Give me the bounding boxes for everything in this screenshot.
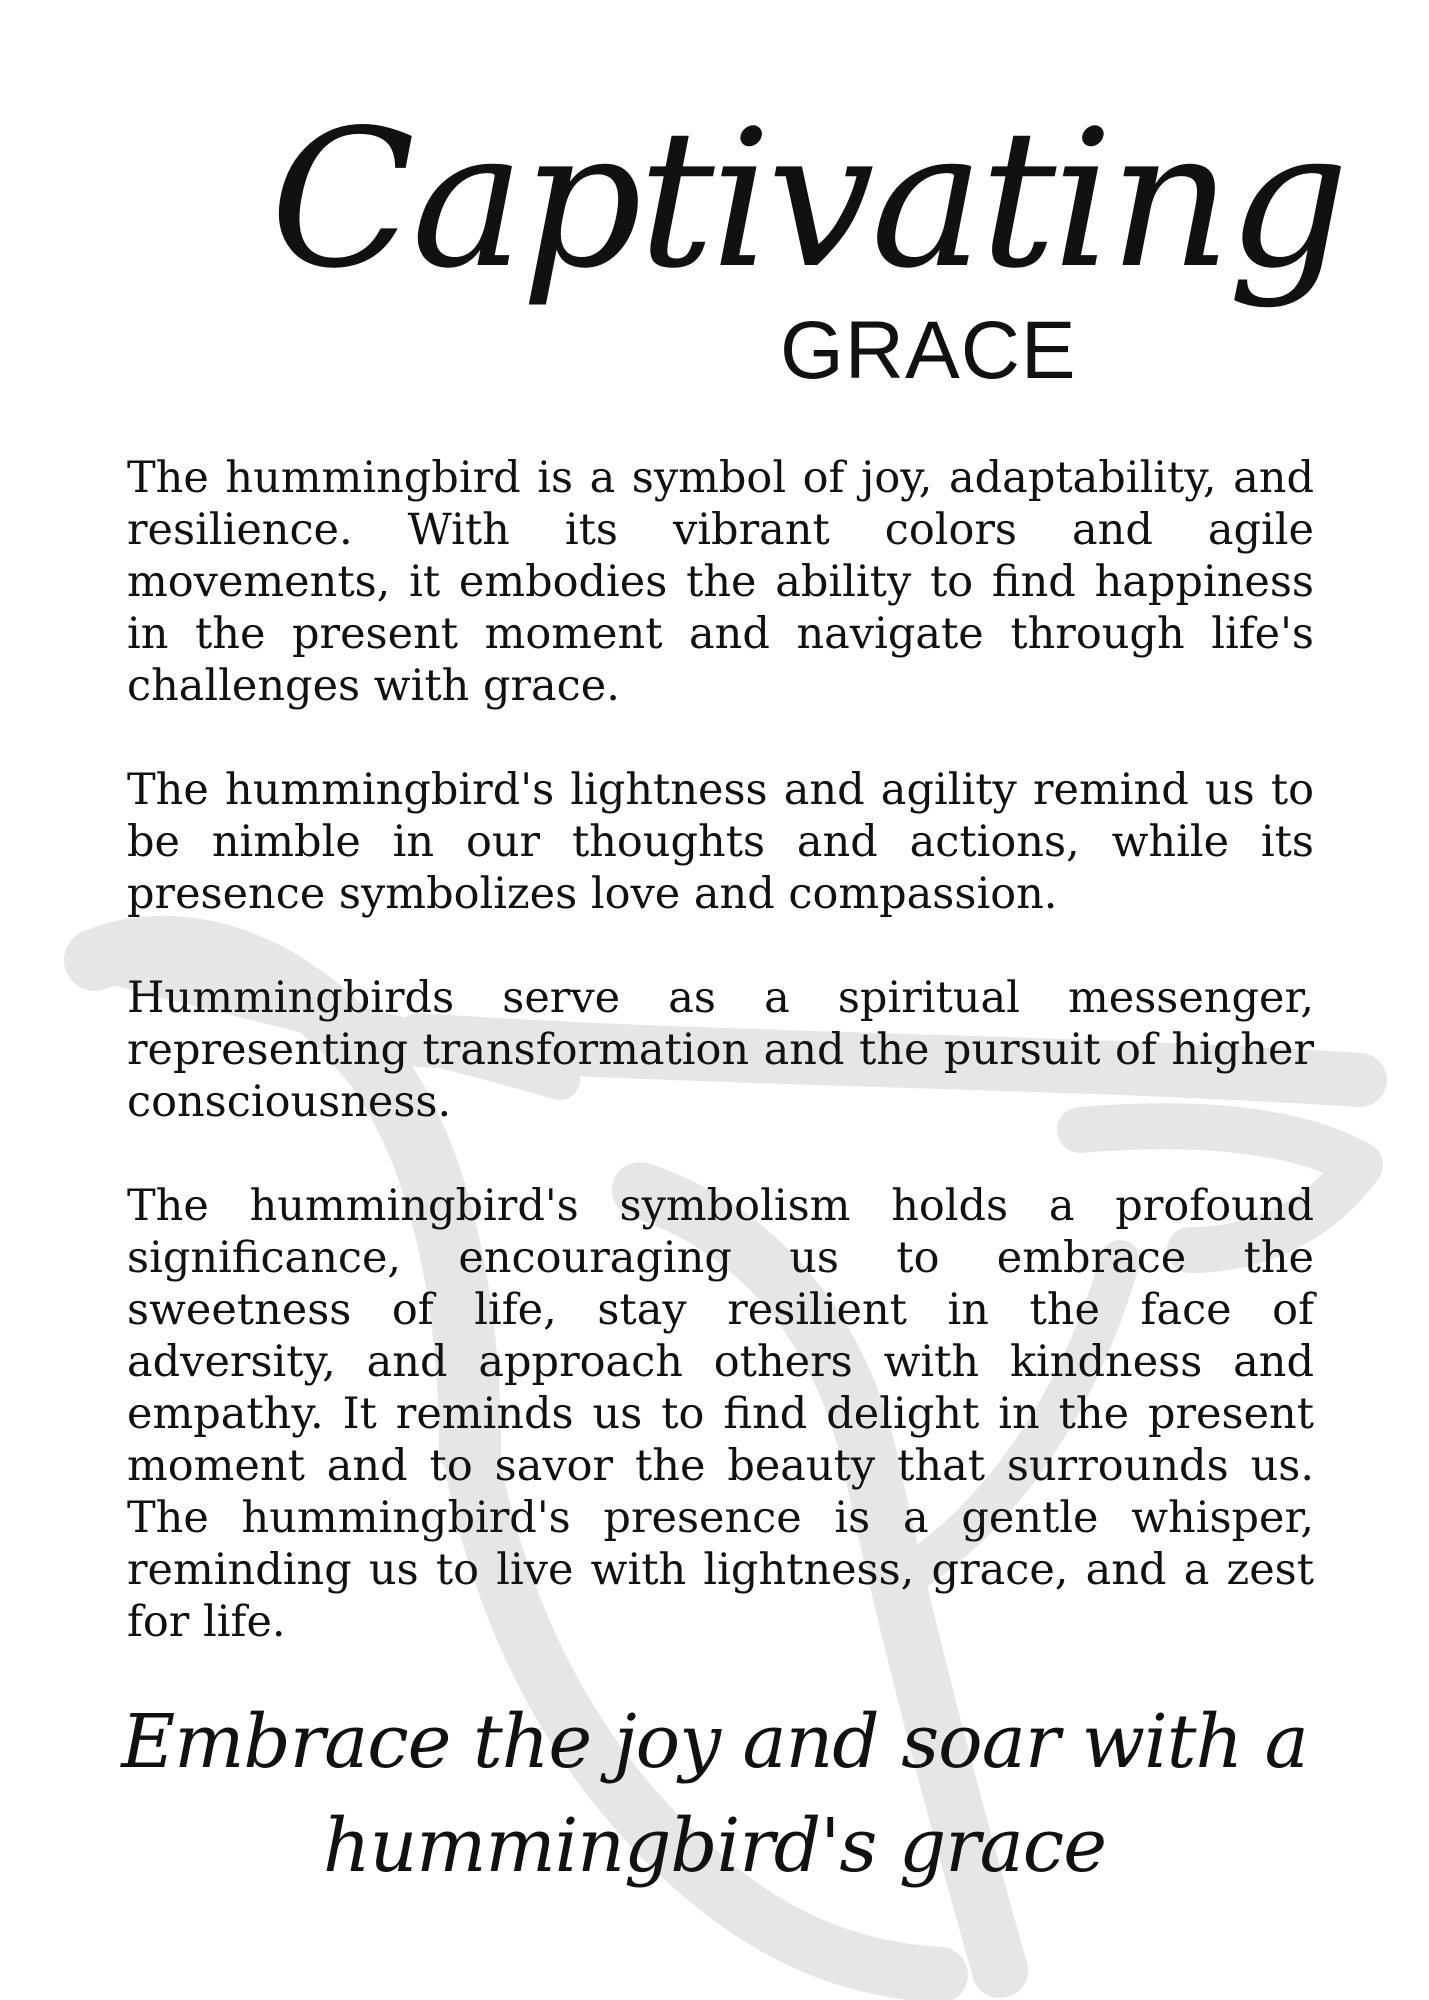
title-block [240,89,1346,425]
title-script: Captivating [270,89,1346,310]
closing-line-2: hummingbird's grace [322,1803,1107,1889]
closing-quote [100,1690,1329,1898]
paragraph: The hummingbird's symbolism holds a profound significance, encouraging us to embrace the sweetness of life, stay resilient in the face of adversity, and approach others with kindness and empathy. It reminds us to find delight in the present moment and to savor the beauty that surrounds us. The hummingbird's presence is a gentle whisper, reminding us to live with lightness, grace, and a zest for life. [127,1181,1314,1647]
paragraph: The hummingbird is a symbol of joy, adaptability, and resilience. With its vibrant colors and agile movements, it embodies the ability to find happiness in the present moment and navigate through life's challenges with grace. [127,453,1314,711]
body-text [127,452,1314,1648]
paragraph: Hummingbirds serve as a spiritual messenger, representing transformation and the pursuit of higher consciousness. [127,973,1314,1127]
paragraph: The hummingbird's lightness and agility remind us to be nimble in our thoughts and actions, while its presence symbolizes love and compassion. [127,765,1314,919]
title-subtitle: GRACE [780,305,1077,396]
closing-line-1: Embrace the joy and soar with a [121,1699,1308,1785]
